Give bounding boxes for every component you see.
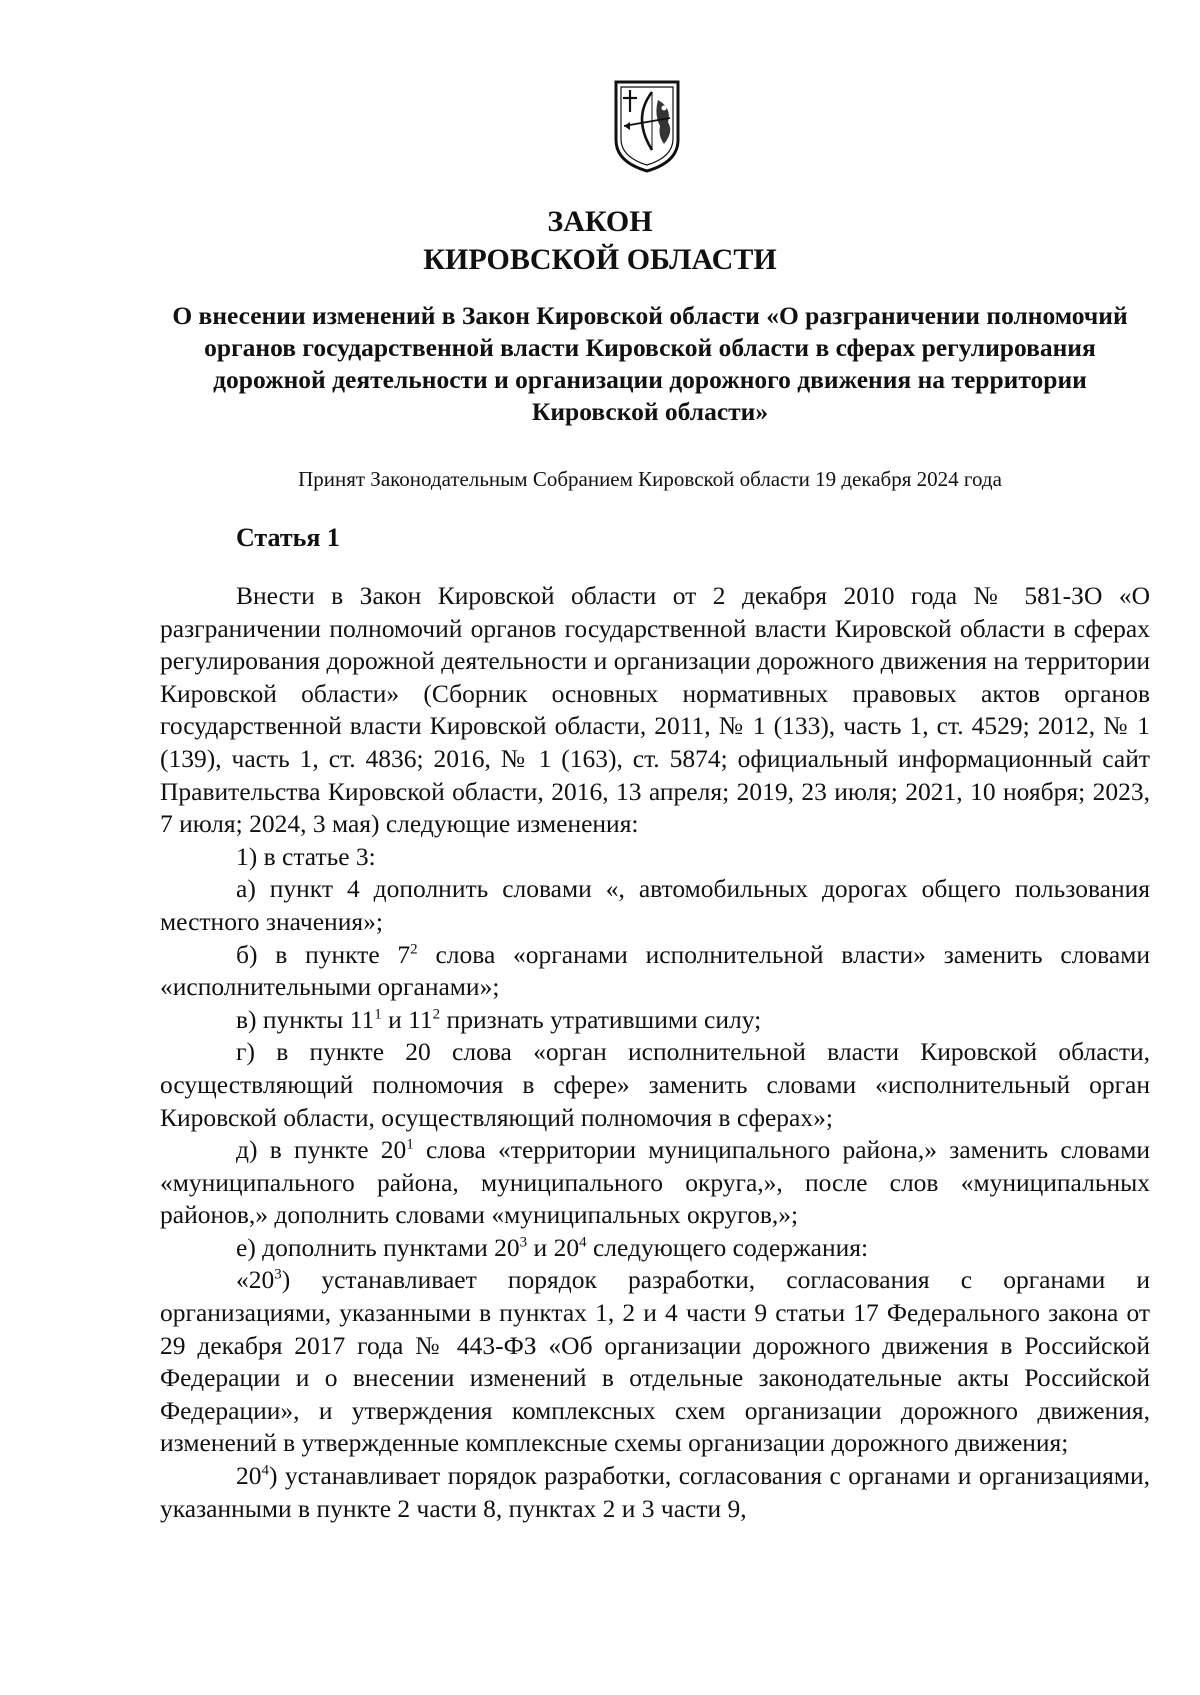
law-title [0,203,1200,279]
paragraph-item-20-3 [160,1264,1150,1460]
article-body [160,580,1150,1525]
paragraph-item-d [160,1134,1150,1232]
law-title-line2: КИРОВСКОЙ ОБЛАСТИ [423,243,777,276]
coat-of-arms-icon [612,78,682,174]
adoption-note: Принят Законодательным Собранием Кировской области 19 декабря 2024 года [298,467,1002,491]
paragraph-item-g: г) в пункте 20 слова «орган исполнительной власти Кировской области, осуществляющий полномочия в сфере» заменить словами «исполнительный орган Кировской области, осуществляющий полномочия в сферах»; [160,1037,1150,1132]
paragraph-item-v [160,1004,1150,1037]
law-title-line1: ЗАКОН [547,205,653,238]
item-e-text-mid: и 20 [527,1232,580,1262]
item-b-sup: 2 [410,941,418,958]
item-v-sup2: 2 [432,1006,441,1023]
item-v-sup1: 1 [374,1006,382,1023]
item-20-4-text: 20 [236,1461,262,1491]
item-v-text-rest: признать утратившими силу; [440,1004,762,1034]
item-b-text: б) в пункте 7 [236,939,411,969]
paragraph-item-e [160,1232,1150,1265]
law-subtitle: О внесении изменений в Закон Кировской области «О разграничении полномочий органов государственной власти Кировской области в сферах регулирования дорожной деятельности и организации дорожного движения на территории Кировской области» [172,301,1128,426]
item-e-text: е) дополнить пунктами 20 [236,1232,520,1262]
item-20-4-text-rest: ) устанавливает порядок разработки, согласования с органами и организациями, указанными в пункте 2 части 8, пунктах 2 и 3 части 9, [160,1461,1150,1523]
item-20-3-sup: 3 [274,1266,282,1283]
item-v-text: в) пункты 11 [236,1004,375,1034]
item-e-sup2: 4 [579,1234,587,1251]
item-b-text-rest: слова «органами исполнительной власти» заменить словами «исполнительными органами»; [160,939,1150,1002]
item-20-4-sup: 4 [261,1462,269,1479]
item-e-text-rest: следующего содержания: [586,1232,869,1262]
item-d-sup: 1 [406,1136,414,1153]
paragraph-item-b [160,939,1150,1004]
item-v-text-mid: и 11 [381,1004,433,1034]
paragraph-item-1: 1) в статье 3: [236,841,376,871]
item-20-3-text: «20 [236,1265,275,1295]
paragraph-item-a: а) пункт 4 дополнить словами «, автомобильных дорогах общего пользования местного значения»; [160,874,1150,936]
item-d-text: д) в пункте 20 [236,1135,407,1165]
article-heading: Статья 1 [236,523,340,552]
item-e-sup1: 3 [519,1234,528,1251]
paragraph-intro: Внести в Закон Кировской области от 2 декабря 2010 года № 581-ЗО «О разграничении полномочий органов государственной власти Кировской области в сферах регулирования дорожной деятельности и организации дорожного движения на территории Кировской области» (Сборник основных нормативных правовых актов органов государственной власти Кировской области, 2011, № 1 (133), часть 1, ст. 4529; 2012, № 1 (139), часть 1, ст. 4836; 2016, № 1 (163), ст. 5874; официальный информационный сайт Правительства Кировской области, 2016, 13 апреля; 2019, 23 июля; 2021, 10 ноября; 2023, 7 июля; 2024, 3 мая) следующие изменения: [160,581,1150,839]
item-d-text-rest: слова «территории муниципального района,» заменить словами «муниципального района, муниципального округа,», после слов «муниципальных районов,» дополнить словами «муниципальных округов,»; [160,1135,1150,1230]
paragraph-item-20-4 [160,1460,1150,1525]
item-20-3-text-rest: ) устанавливает порядок разработки, согласования с органами и организациями, указанными в пунктах 1, 2 и 4 части 9 статьи 17 Федерального закона от 29 декабря 2017 года № 443-ФЗ «Об организации дорожного движения в Российской Федерации и о внесении изменений в отдельные законодательные акты Российской Федерации», и утверждения комплексных схем организации дорожного движения, изменений в утвержденные комплексные схемы организации дорожного движения; [160,1265,1150,1458]
